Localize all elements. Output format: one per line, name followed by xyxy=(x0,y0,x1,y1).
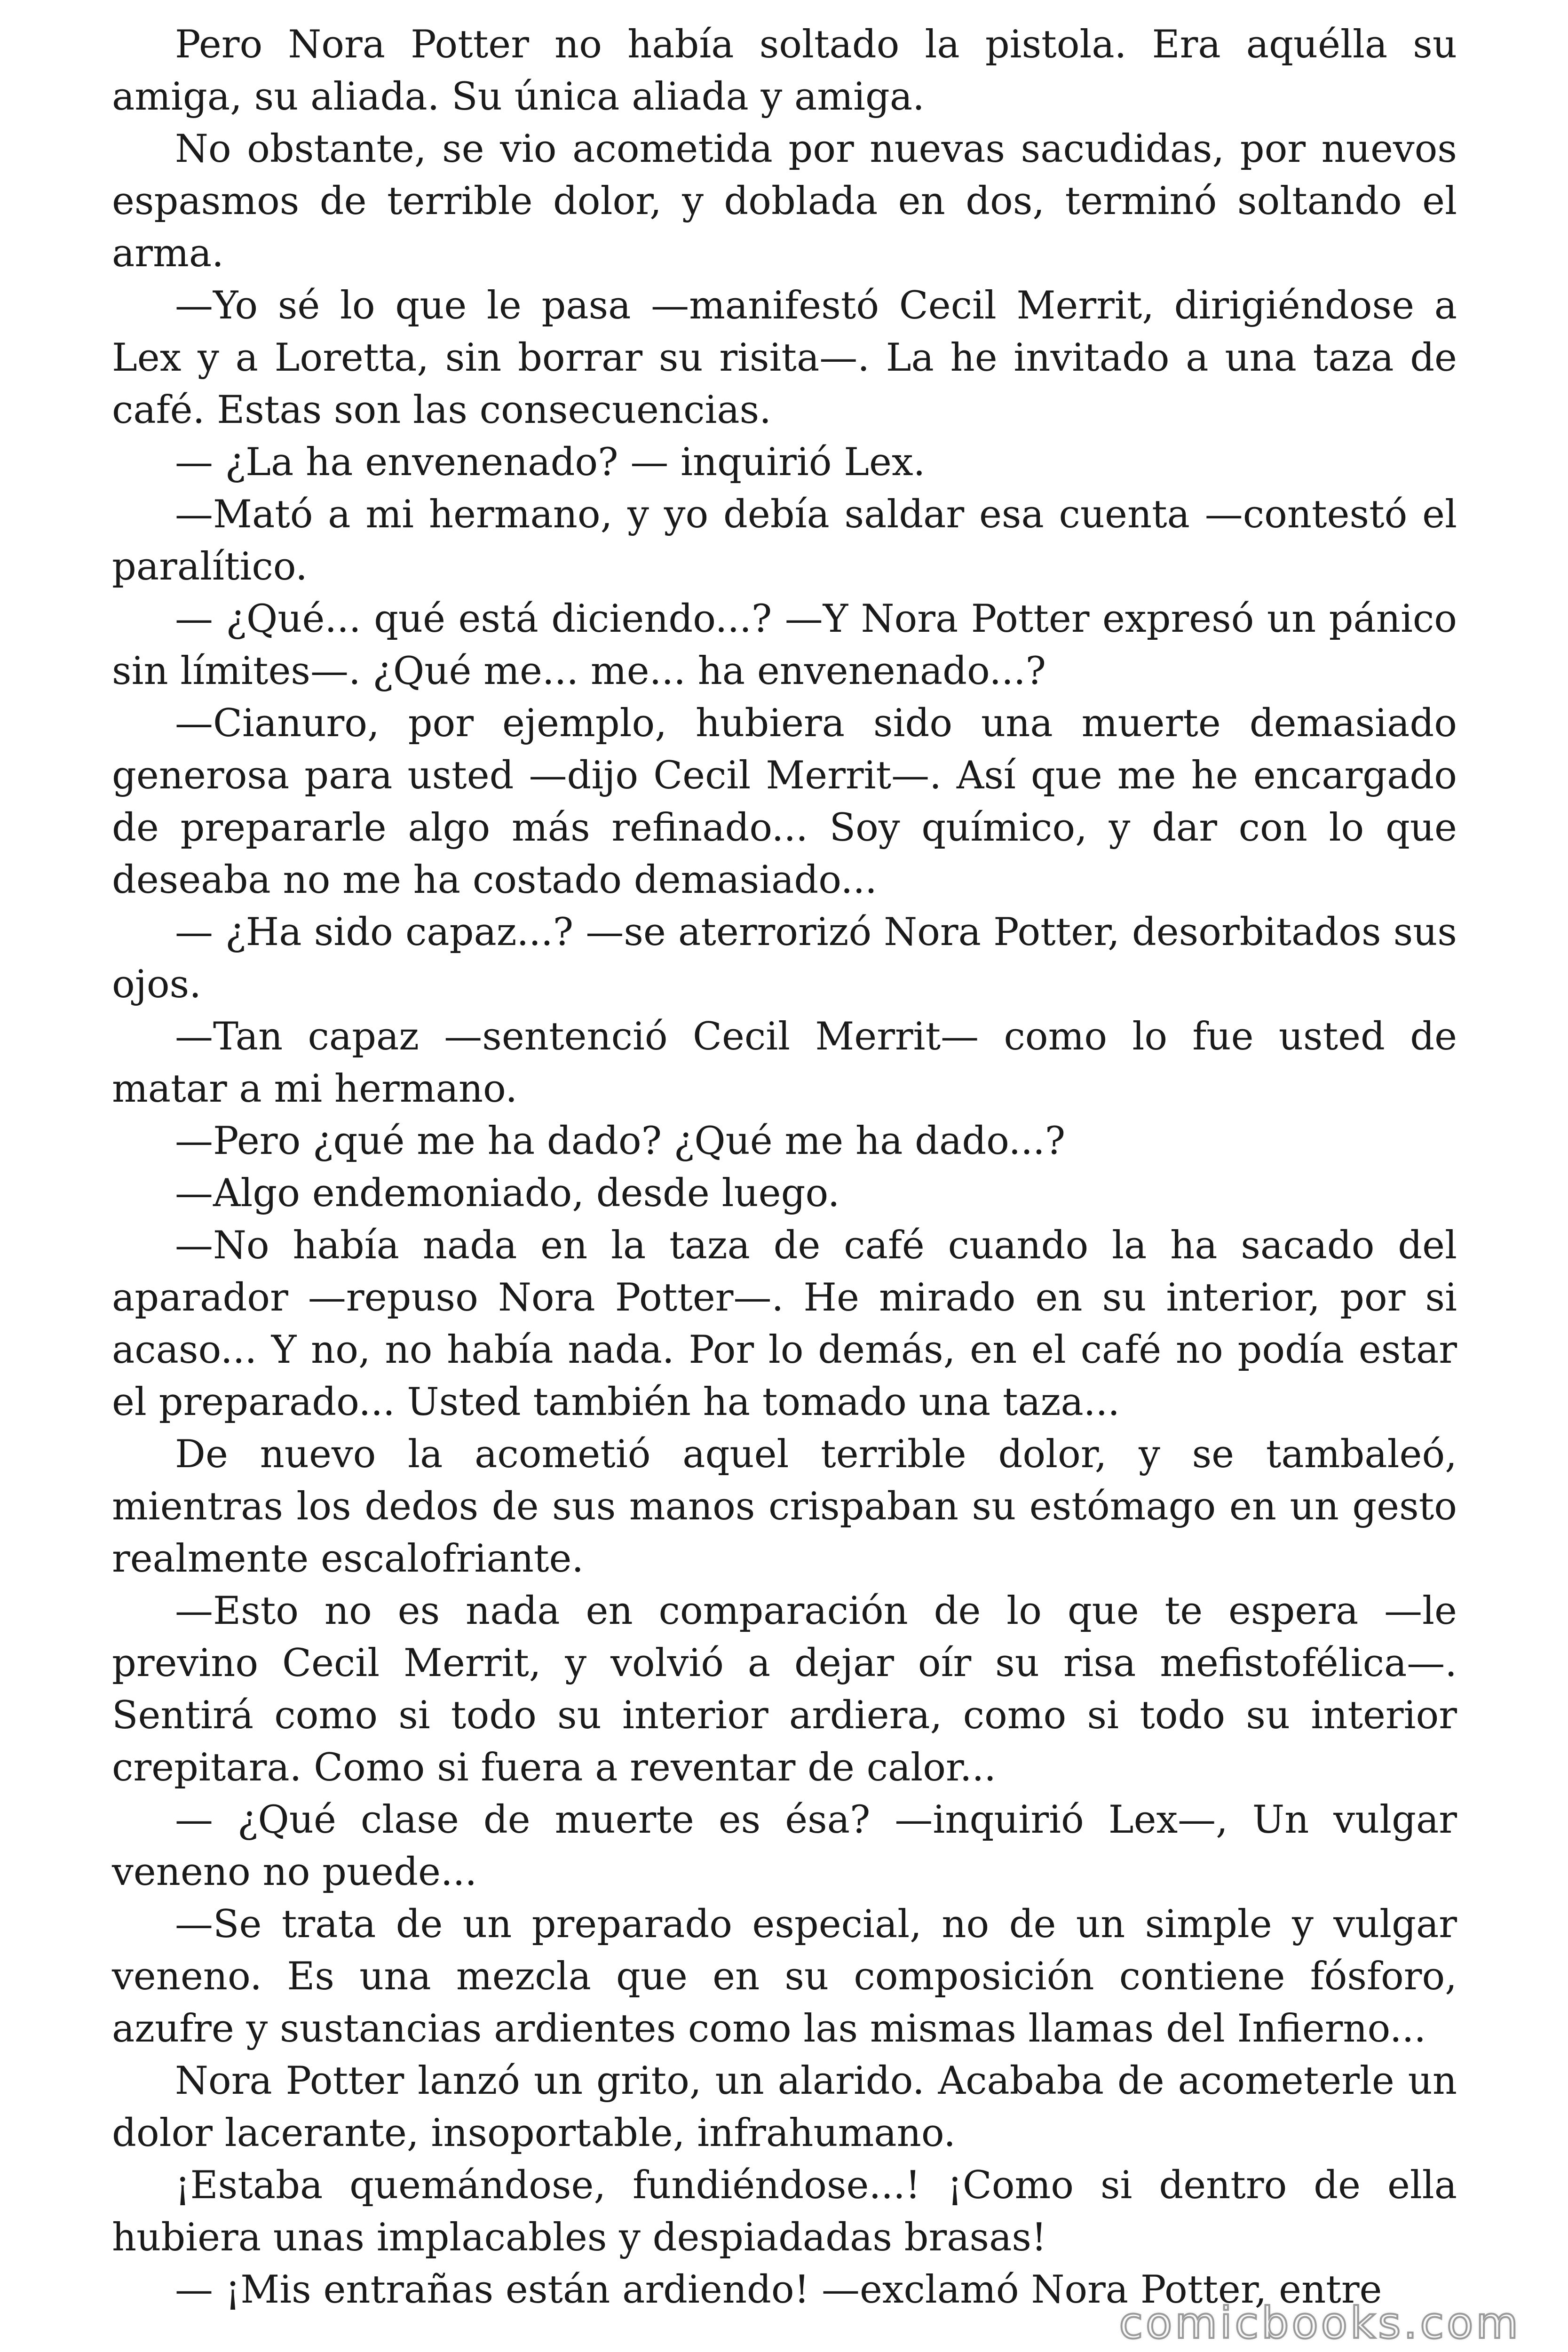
paragraph: —Mató a mi hermano, y yo debía saldar esa cuenta —contestó el paralítico. xyxy=(112,493,1457,589)
paragraph: No obstante, se vio acometida por nuevas sacudidas, por nuevos espasmos de terrible dolor, y doblada en dos, terminó soltando el arma. xyxy=(112,127,1457,276)
paragraph: —No había nada en la taza de café cuando la ha sacado del aparador —repuso Nora Potter—. He mirado en su interior, por si acaso... Y no, no había nada. Por lo demás, en el café no podía estar el preparado... Usted también ha tomado una taza... xyxy=(112,1224,1457,1424)
page-text xyxy=(112,19,1457,2316)
paragraph: —Pero ¿qué me ha dado? ¿Qué me ha dado...? xyxy=(175,1119,1066,1163)
paragraph: —Yo sé lo que le pasa —manifestó Cecil Merrit, dirigiéndose a Lex y a Loretta, sin borrar su risita—. La he invitado a una taza de café. Estas son las consecuencias. xyxy=(112,284,1457,432)
paragraph: —Tan capaz —sentenció Cecil Merrit— como lo fue usted de matar a mi hermano. xyxy=(112,1015,1457,1111)
paragraph: De nuevo la acometió aquel terrible dolor, y se tambaleó, mientras los dedos de sus manos crispaban su estómago en un gesto realmente escalofriante. xyxy=(112,1432,1457,1581)
paragraph: — ¿La ha envenenado? — inquirió Lex. xyxy=(175,440,926,485)
paragraph: — ¿Ha sido capaz...? —se aterrorizó Nora Potter, desorbitados sus ojos. xyxy=(112,910,1457,1007)
paragraph: Pero Nora Potter no había soltado la pistola. Era aquélla su amiga, su aliada. Su única aliada y amiga. xyxy=(112,23,1457,119)
paragraph: Nora Potter lanzó un grito, un alarido. Acababa de acometerle un dolor lacerante, insoportable, infrahumano. xyxy=(112,2059,1457,2155)
watermark-logo: comicbooks.com xyxy=(1119,2298,1521,2348)
paragraph: —Se trata de un preparado especial, no de un simple y vulgar veneno. Es una mezcla que en su composición contiene fósforo, azufre y sustancias ardientes como las mismas llamas del Infierno... xyxy=(112,1902,1457,2051)
paragraph: — ¿Qué clase de muerte es ésa? —inquirió Lex—, Un vulgar veneno no puede... xyxy=(112,1798,1457,1894)
paragraph: —Cianuro, por ejemplo, hubiera sido una muerte demasiado generosa para usted —dijo Cecil Merrit—. Así que me he encargado de prepararle algo más refinado... Soy químico, y dar con lo que deseaba no me ha costado demasiado... xyxy=(112,701,1457,902)
paragraph: —Esto no es nada en comparación de lo que te espera —le previno Cecil Merrit, y volvió a dejar oír su risa mefistofélica—. Sentirá como si todo su interior ardiera, como si todo su interior crepitara. Como si fuera a reventar de calor... xyxy=(112,1589,1457,1790)
paragraph: — ¿Qué... qué está diciendo...? —Y Nora Potter expresó un pánico sin límites—. ¿Qué me... me... ha envenenado...? xyxy=(112,597,1457,693)
paragraph: — ¡Mis entrañas están ardiendo! —exclamó Nora Potter, entre xyxy=(175,2268,1382,2312)
paragraph: ¡Estaba quemándose, fundiéndose...! ¡Como si dentro de ella hubiera unas implacables y despiadadas brasas! xyxy=(112,2163,1457,2260)
paragraph: —Algo endemoniado, desde luego. xyxy=(175,1171,840,1216)
